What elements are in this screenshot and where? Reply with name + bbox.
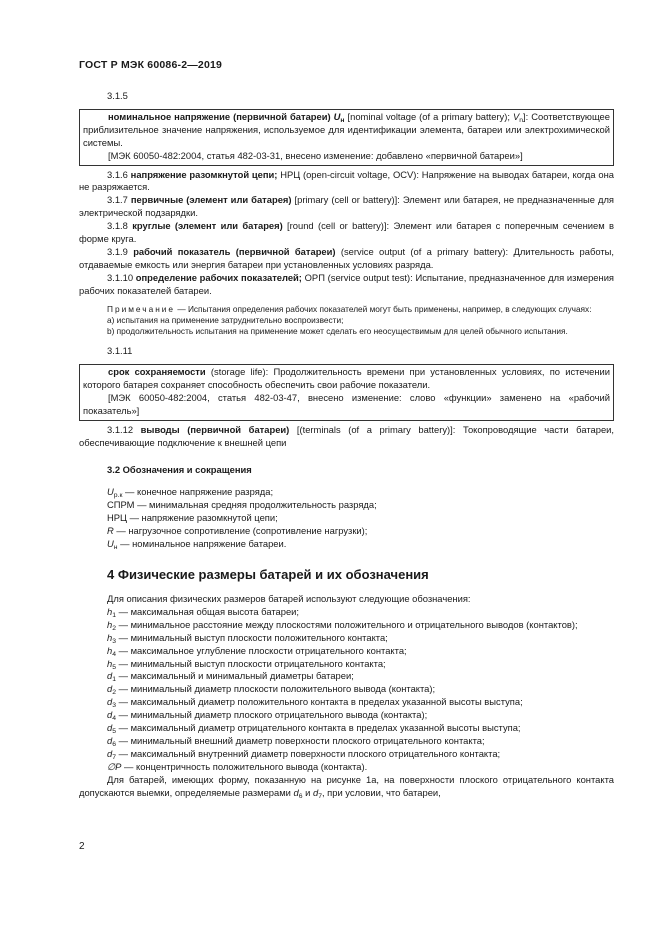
list-item: $d_6$ — минимальный внешний диаметр поверхности плоского отрицательного контакта; xyxy=(107,734,485,748)
definition-box xyxy=(79,364,614,421)
list-item: ∅P — концентричность положительного вывода (контакта). xyxy=(107,760,368,772)
list-item: $h_4$ — максимальное углубление плоскости отрицательного контакта; xyxy=(107,644,407,658)
list-item: $d_3$ — максимальный диаметр положительного контакта в пределах указанной высоты выступа; xyxy=(107,696,523,710)
clause-3-1-7: 3.1.7 первичные (элемент или батарея) [primary (cell or battery)]: Элемент или батарея, не предназначенные для электрической подзарядки. xyxy=(79,194,615,219)
definition-text: номинальное напряжение (первичной батареи) $U_н$ [nominal voltage (of a primary battery); $V_n$]: Соответствующее приблизительное значение напряжения, используемое для идентификации элемента, батареи или электрохимической системы. xyxy=(83,110,610,148)
clause-3-1-12: 3.1.12 выводы (первичной батареи) [(terminals (of a primary battery)]: Токопроводящие части батареи, обеспечивающие подключение к внешней цепи xyxy=(79,423,614,448)
list-item: $d_4$ — минимальный диаметр плоского отрицательного вывода (контакта); xyxy=(107,709,428,723)
section-heading-3-2: 3.2 Обозначения и сокращения xyxy=(107,463,252,475)
list-item: R — нагрузочное сопротивление (сопротивление нагрузки); xyxy=(107,525,368,537)
abbreviation-list xyxy=(79,486,614,551)
document-body xyxy=(79,82,614,799)
list-item: $d_1$ — максимальный и минимальный диаметры батареи; xyxy=(107,670,354,684)
note-item-a: a) испытания на применение затруднительно воспроизвести; xyxy=(107,314,344,325)
definition-reference: [МЭК 60050-482:2004, статья 482-03-47, внесено изменение: слово «функции» заменено на «рабочий показатель»] xyxy=(83,391,610,416)
dimension-list xyxy=(79,606,614,774)
note-label: Примечание xyxy=(107,303,176,314)
note-block: Примечание — Испытания определения рабочих показателей могут быть применены, например, в следующих случаях: a) испытания на применение затруднительно воспроизвести; b) продолжительность испытания на применение может сделать его неосуществимым для целей обычного испытания. xyxy=(79,304,614,338)
list-item: $h_3$ — минимальный выступ плоскости положительного контакта; xyxy=(107,631,388,645)
note-item-b: b) продолжительность испытания на применение может сделать его неосуществимым для целей обычного испытания. xyxy=(107,326,568,336)
definition-box xyxy=(79,109,614,166)
definition-reference: [МЭК 60050-482:2004, статья 482-03-31, внесено изменение: добавлено «первичной батареи»] xyxy=(108,149,523,161)
clause-3-1-8: 3.1.8 круглые (элемент или батарея) [round (cell or battery)]: Элемент или батарея с поперечным сечением в форме круга. xyxy=(79,220,614,245)
list-item: $d_5$ — максимальный диаметр отрицательного контакта в пределах указанной высоты выступа; xyxy=(107,722,521,736)
section-heading-4: 4 Физические размеры батарей и их обозначения xyxy=(107,566,429,582)
clause-3-1-10: 3.1.10 определение рабочих показателей; ОРП (service output test): Испытание, предназначенное для измерения рабочих показателей батареи. xyxy=(79,271,615,296)
final-paragraph: Для батарей, имеющих форму, показанную на рисунке 1а, на поверхности плоского отрицательного контакта допускаются выемки, определяемые размерами $d_6$ и $d_7$, при условии, что батареи, xyxy=(79,773,614,800)
list-item: $h_2$ — минимальное расстояние между плоскостями положительного и отрицательного выводов (контактов); xyxy=(107,618,578,632)
list-item: $U_н$ — номинальное напряжение батареи. xyxy=(107,538,287,552)
list-item: $h_5$ — минимальный выступ плоскости отрицательного контакта; xyxy=(107,657,386,671)
clause-number: 3.1.11 xyxy=(107,345,133,357)
list-item: СПРМ — минимальная средняя продолжительность разряда; xyxy=(107,499,377,511)
list-item: $h_1$ — максимальная общая высота батареи; xyxy=(107,605,300,619)
document-header: ГОСТ Р МЭК 60086-2—2019 xyxy=(79,59,223,71)
clause-3-1-6: 3.1.6 напряжение разомкнутой цепи; НРЦ (open-circuit voltage, OCV): Напряжение на выводах батареи, когда она не разряжается. xyxy=(79,168,615,193)
list-item: НРЦ — напряжение разомкнутой цепи; xyxy=(107,512,278,524)
list-item: $d_2$ — минимальный диаметр плоскости положительного вывода (контакта); xyxy=(107,683,436,697)
list-item: $d_7$ — максимальный внутренний диаметр поверхности плоского отрицательного контакта; xyxy=(107,747,501,761)
section-intro: Для описания физических размеров батарей используют следующие обозначения: xyxy=(107,592,471,604)
definition-text: срок сохраняемости (storage life): Продолжительность времени при установленных условиях, по истечении которого батарея сохраняет способность обеспечить свои рабочие показатели. xyxy=(83,366,611,391)
list-item: $U_{р.к}$ — конечное напряжение разряда; xyxy=(107,486,274,500)
page-number: 2 xyxy=(79,841,85,852)
clause-3-1-9: 3.1.9 рабочий показатель (первичной батареи) (service output (of a primary battery): Длительность работы, отдаваемые емкость или энергия батареи при установленных условиях разряда. xyxy=(79,245,614,270)
clause-number: 3.1.5 xyxy=(107,90,128,101)
